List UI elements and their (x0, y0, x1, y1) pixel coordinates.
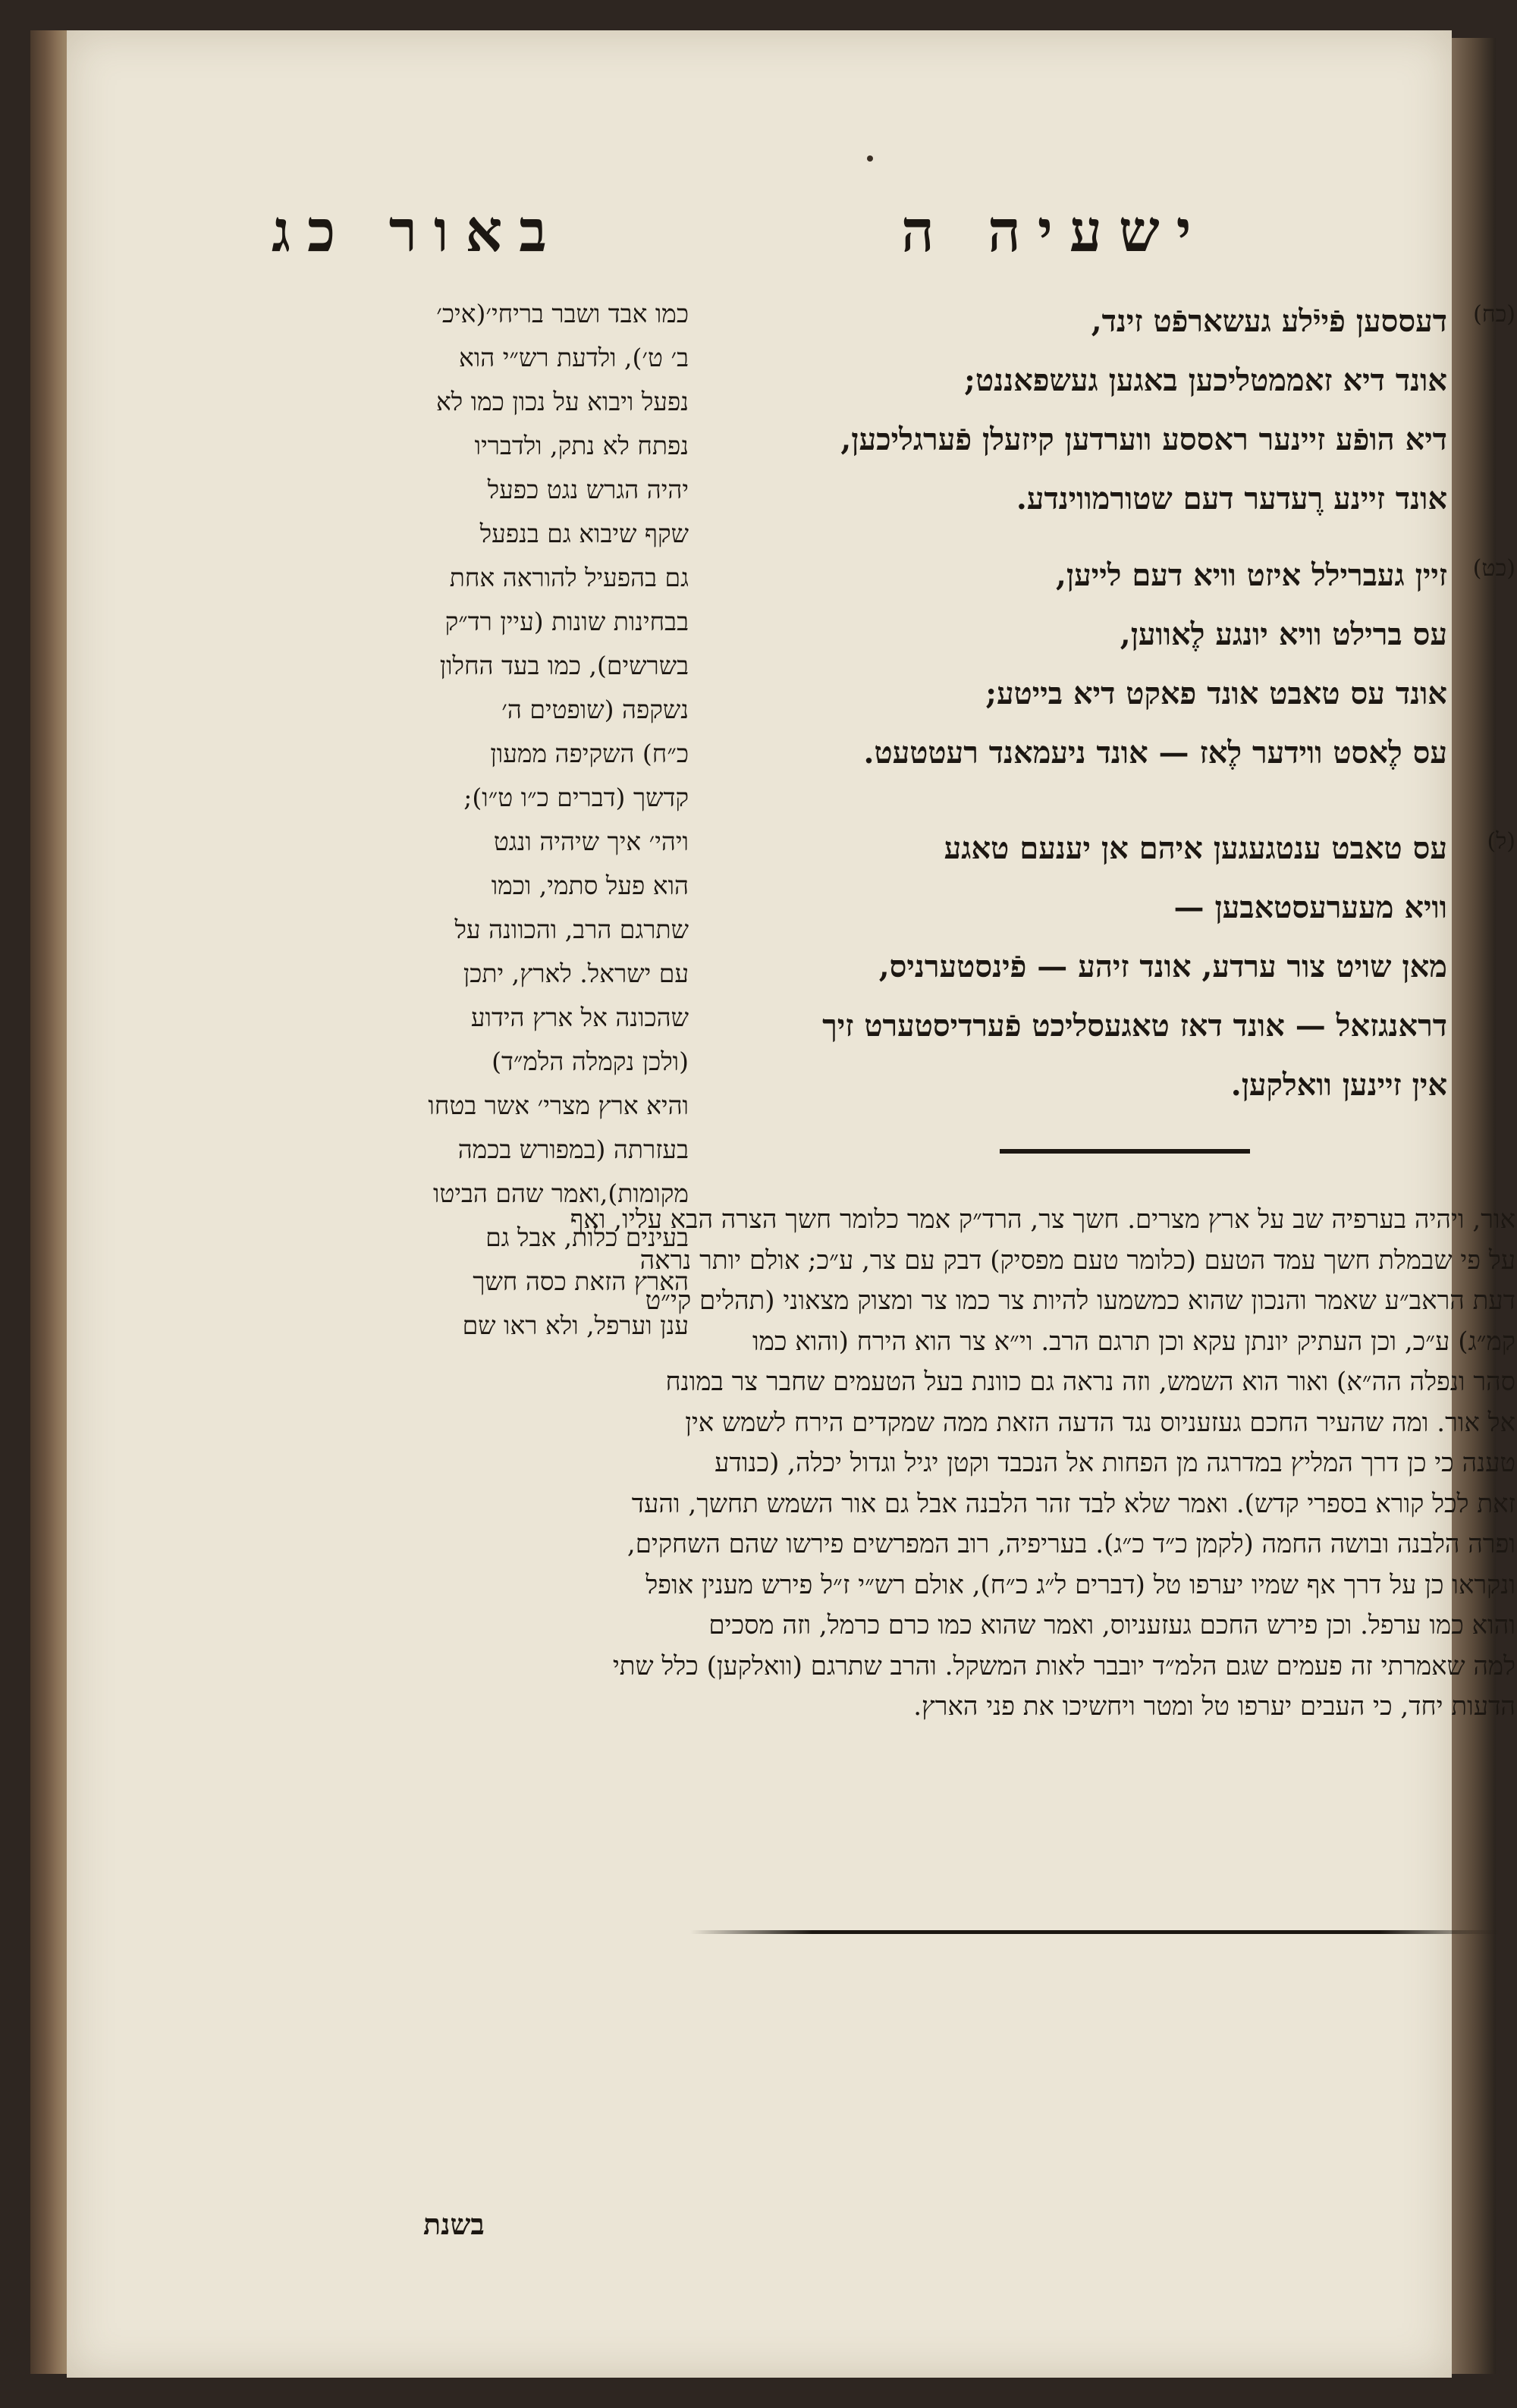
commentary-line: בעזרתה (במפורש בכמה (457, 1135, 689, 1164)
commentary-line: קמ״ג) ע״כ, וכן העתיק יונתן עקא וכן תרגם הרב. וי״א צר הוא הירח (והוא כמו (752, 1326, 1515, 1357)
commentary-continuation (294, 1200, 1515, 1728)
commentary-line: דעת הראב״ע שאמר והנכון שהוא כמשמעו להיות צר כמו צר ומצוק מצאוני (תהלים קי״ט (645, 1286, 1515, 1316)
verse-line: עס לֶאסט ווידער לֶאז — אונד ניעמאנד רעטטעט. (863, 735, 1447, 771)
commentary-line: בבחינות שונות (עיין רד״ק (444, 607, 689, 636)
commentary-line: והוא כמו ערפל. וכן פירש החכם געזעניוס, ואמר שהוא כמו כרם כרמל, וזה מסכים (708, 1610, 1515, 1640)
commentary-line: קדשך (דברים כ״ו ט״ו); (463, 783, 689, 812)
catchword: בשנת (423, 2207, 485, 2241)
commentary-line: ב׳ ט׳), ולדעת רש״י הוא (459, 343, 689, 372)
commentary-column (294, 292, 689, 1348)
commentary-line: שהכונה אל ארץ הידוע (470, 1003, 689, 1032)
verse-line: דעססען פֿייֿלע געשארפֿט זינד, (1091, 303, 1447, 339)
verse-line: אונד עס טאבט אונד פאקט דיא בייטע; (985, 676, 1447, 711)
verse-line: עס ברילט וויא יונגע לֶאווען, (1120, 617, 1447, 652)
commentary-line: יהיה הגרש נגט כפעל (487, 475, 689, 504)
running-head-commentary: באור כג (272, 197, 564, 265)
verse-line: אונד זיינע רֶעדער דעם שטורמווינדע. (1016, 481, 1447, 516)
commentary-line: זאת לכל קורא בספרי קדש). ואמר שלא לבד זהר הלבנה אבל גם אור השמש תחשך, והעד (631, 1488, 1515, 1519)
commentary-line: שתרגם הרב, והכוונה על (454, 915, 689, 944)
verse-number: (כט) (1472, 555, 1515, 582)
commentary-line: מקומות),ואמר שהם הביטו (432, 1179, 689, 1208)
commentary-line: בעינים כלות, אבל גם (485, 1223, 689, 1252)
running-head-book: ישעיה ה (901, 197, 1208, 265)
verse-line: אונד דיא זאממטליכען באגען געשפאננט; (964, 363, 1447, 398)
commentary-line: סהר ונפלה הה״א) ואור הוא השמש, וזה נראה גם כוונת בעל הטעמים שחבר צר במונח (665, 1367, 1515, 1397)
verse-line: מאן שויט צור ערדע, אונד זיהע — פֿינסטערניס, (878, 949, 1447, 984)
commentary-line: בשרשים), כמו בעד החלון (439, 651, 689, 680)
verse-line: אין זיינען וואלקען. (1230, 1067, 1447, 1103)
verse-line: זיין געברילל איזט וויא דעם לייען, (1055, 557, 1447, 593)
verse-28 (734, 292, 1515, 529)
commentary-line: והיא ארץ מצרי׳ אשר בטחו (428, 1091, 689, 1120)
commentary-line: ענן וערפל, ולא ראו שם (462, 1311, 689, 1340)
verse-number: (כח) (1473, 301, 1515, 328)
verse-line: וויא מעערעסטאבען — (1173, 890, 1447, 925)
commentary-line: למה שאמרתי זה פעמים שגם הלמ״ד יובבר לאות המשקל. והרב שתרגם (וואלקען) כלל שתי (612, 1650, 1515, 1681)
book-edge-left (30, 30, 68, 2374)
verse-29 (734, 546, 1515, 783)
commentary-line: אור, ויהיה בערפיה שב על ארץ מצרים. חשך צר, הרד״ק אמר כלומר חשך הצרה הבא עליו, ואף (570, 1204, 1515, 1235)
commentary-line: אל אור. ומה שהעיר החכם געזעניוס נגד הדעה הזאת ממה שמקדים הירח לשמש אין (685, 1407, 1515, 1438)
commentary-line: ופרה הלבנה ובושה החמה (לקמן כ״ד כ״ג). בעריפיה, רוב המפרשים פירשו שהם השחקים, (627, 1529, 1515, 1559)
commentary-line: נשקפה (שופטים ה׳ (501, 695, 689, 724)
commentary-line: (ולכן נקמלה הלמ״ד) (492, 1047, 689, 1076)
commentary-line: ויהי׳ איך שיהיה ונגט (493, 827, 689, 856)
commentary-line: הוא פעל סתמי, וכמו (491, 871, 689, 900)
verse-number: (ל) (1487, 828, 1515, 855)
book-page (67, 30, 1515, 2378)
commentary-line: שקף שיבוא גם בנפעל (479, 519, 689, 548)
commentary-line: עם ישראל. לארץ, יתכן (463, 959, 689, 988)
commentary-line: הדעות יחד, כי העבים יערפו טל ומטר ויחשיכו את פני הארץ. (913, 1691, 1515, 1722)
commentary-line: כמו אבד ושבר בריחי׳(איכ׳ (436, 299, 689, 328)
commentary-line: נפעל ויבוא על נכון כמו לא (435, 387, 689, 416)
commentary-line: הארץ הזאת כסה חשך (473, 1267, 689, 1296)
verse-line: דראנגזאל — אונד דאז טאגעסליכט פֿערדיסטערט זיך (822, 1008, 1447, 1044)
verse-divider-rule (1000, 1149, 1250, 1154)
commentary-line: ונקראו כן על דרך אף שמיו יערפו טל (דברים ל״ג כ״ח), אולם רש״י ז״ל פירש מענין אופל (645, 1569, 1515, 1600)
commentary-line: גם בהפעיל להוראה אחת (449, 563, 689, 592)
commentary-line: נפתח לא נתק, ולדבריו (474, 431, 689, 460)
verse-line: עס טאבט ענטגעגען איהם אן יענעם טאגע (944, 830, 1447, 866)
ink-spot (867, 155, 873, 162)
verse-30 (734, 819, 1515, 1115)
commentary-line: טענה כי כן דרך המליץ במדרגה מן הפחות אל הנכבד וקטן יגיל וגדול יכלה, (כנודע (715, 1448, 1515, 1478)
bottom-rule (690, 1930, 1502, 1934)
verse-line: דיא הופֿע זיינער ראססע ווערדען קיזעלן פֿערגליכען, (840, 422, 1447, 457)
commentary-line: כ״ח) השקיפה ממעון (490, 739, 689, 768)
commentary-line: על פי שבמלת חשך עמד הטעם (כלומר טעם מפסיק) דבק עם צר, ע״כ; אולם יותר נראה (639, 1245, 1515, 1276)
